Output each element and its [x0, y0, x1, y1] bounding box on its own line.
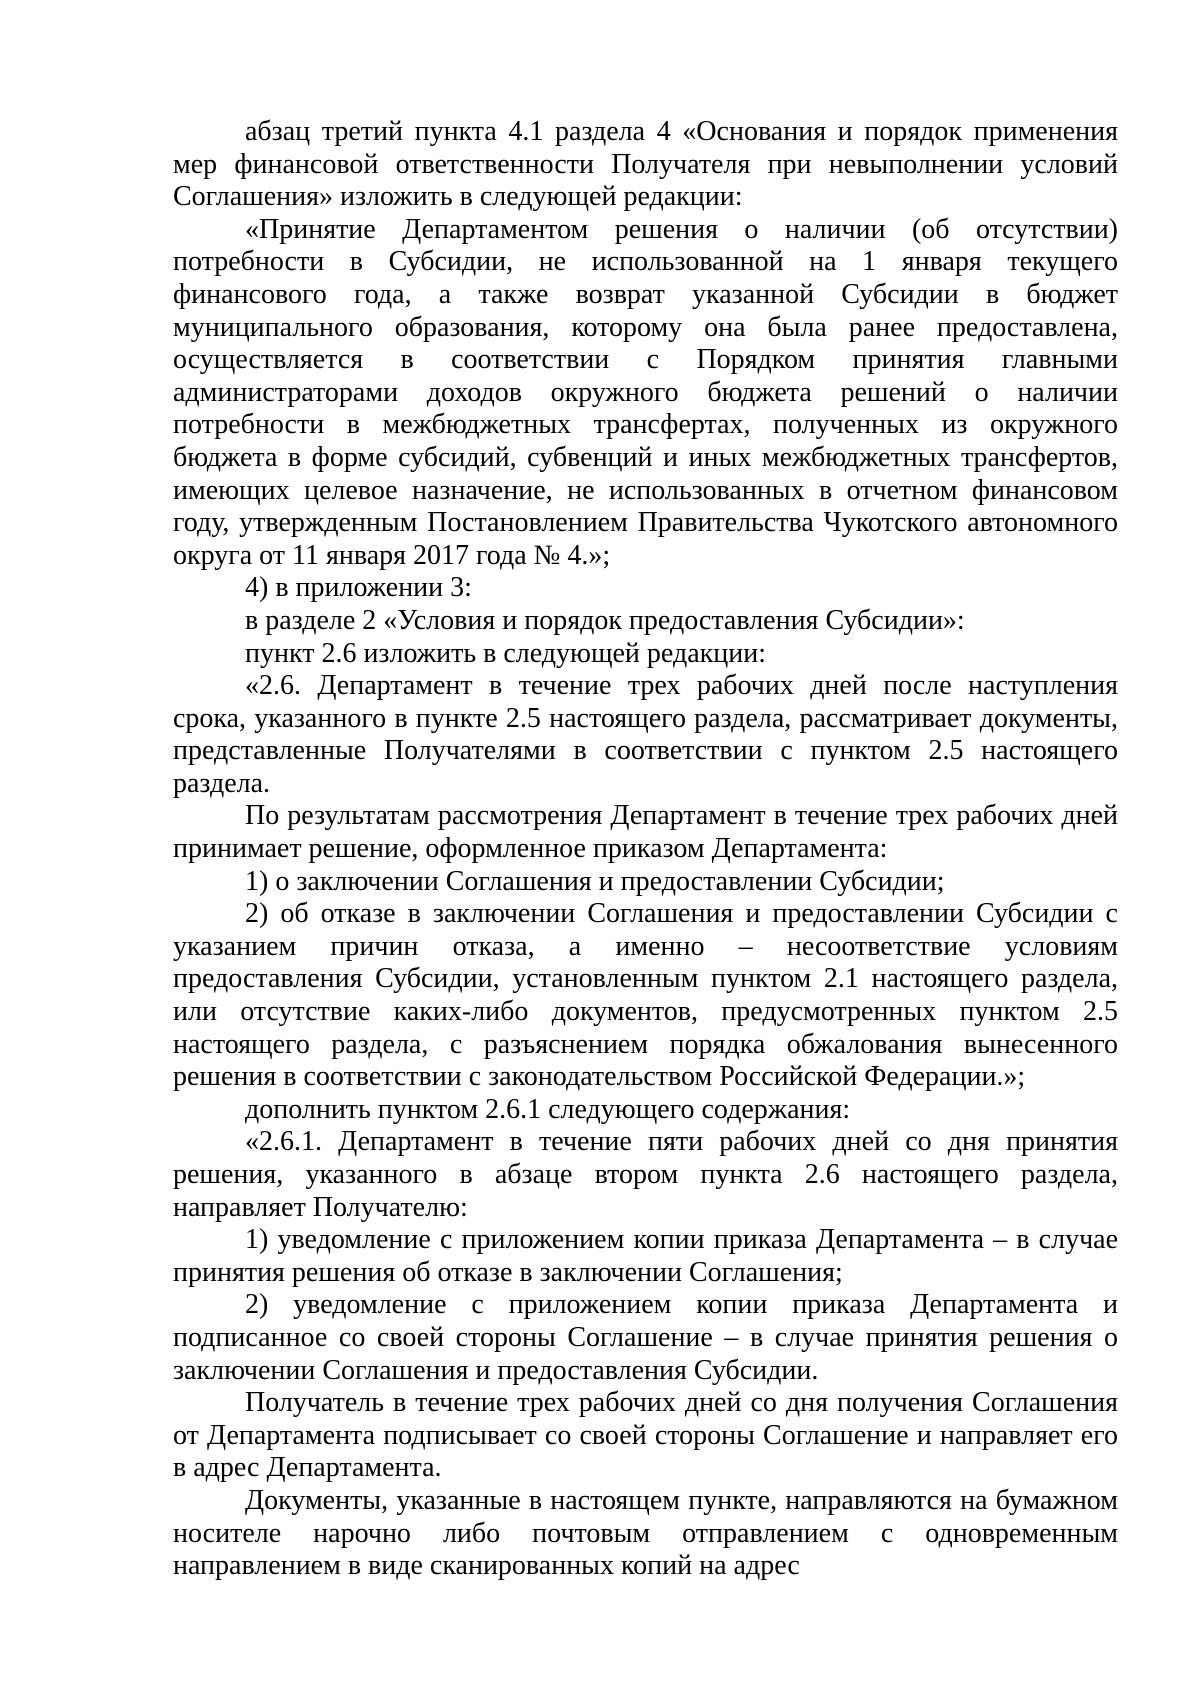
document-body — [173, 116, 1118, 1583]
paragraph: 1) о заключении Соглашения и предоставлении Субсидии; — [245, 865, 945, 897]
paragraph: «Принятие Департаментом решения о наличии (об отсутствии) потребности в Субсидии, не использованной на 1 января текущего финансового года, а также возврат указанной Субсидии в бюджет муниципального образования, которому она была ранее предоставлена, осуществляется в соответствии с Порядком принятия главными администраторами доходов окружного бюджета решений о наличии потребности в межбюджетных трансфертах, полученных из окружного бюджета в форме субсидий, субвенций и иных межбюджетных трансфертов, имеющих целевое назначение, не использованных в отчетном финансовом году, утвержденным Постановлением Правительства Чукотского автономного округа от 11 января 2017 года № 4.»; — [173, 213, 1118, 571]
paragraph: дополнить пунктом 2.6.1 следующего содержания: — [245, 1093, 851, 1125]
paragraph: пункт 2.6 изложить в следующей редакции: — [245, 637, 766, 669]
paragraph: 2) уведомление с приложением копии приказа Департамента и подписанное со своей стороны Соглашение – в случае принятия решения о заключении Соглашения и предоставления Субсидии. — [173, 1289, 1118, 1386]
paragraph: «2.6. Департамент в течение трех рабочих дней после наступления срока, указанного в пункте 2.5 настоящего раздела, рассматривает документы, представленные Получателями в соответствии с пунктом 2.5 настоящего раздела. — [173, 670, 1118, 799]
paragraph: Документы, указанные в настоящем пункте, направляются на бумажном носителе нарочно либо почтовым отправлением с одновременным направлением в виде сканированных копий на адрес — [173, 1484, 1118, 1582]
paragraph: абзац третий пункта 4.1 раздела 4 «Основания и порядок применения мер финансовой ответственности Получателя при невыполнении условий Соглашения» изложить в следующей редакции: — [173, 116, 1118, 213]
paragraph: 1) уведомление с приложением копии приказа Департамента – в случае принятия решения об отказе в заключении Соглашения; — [173, 1224, 1118, 1288]
paragraph: 2) об отказе в заключении Соглашения и предоставлении Субсидии с указанием причин отказа, а именно – несоответствие условиям предоставления Субсидии, установленным пунктом 2.1 настоящего раздела, или отсутствие каких-либо документов, предусмотренных пунктом 2.5 настоящего раздела, с разъяснением порядка обжалования вынесенного решения в соответствии с законодательством Российской Федерации.»; — [173, 898, 1118, 1093]
paragraph: По результатам рассмотрения Департамент в течение трех рабочих дней принимает решение, оформленное приказом Департамента: — [173, 800, 1118, 865]
paragraph: в разделе 2 «Условия и порядок предоставления Субсидии»: — [245, 604, 965, 636]
paragraph: «2.6.1. Департамент в течение пяти рабочих дней со дня принятия решения, указанного в абзаце втором пункта 2.6 настоящего раздела, направляет Получателю: — [173, 1126, 1118, 1223]
paragraph: 4) в приложении 3: — [245, 572, 472, 604]
paragraph: Получатель в течение трех рабочих дней со дня получения Соглашения от Департамента подписывает со своей стороны Соглашение и направляет его в адрес Департамента. — [173, 1387, 1118, 1484]
